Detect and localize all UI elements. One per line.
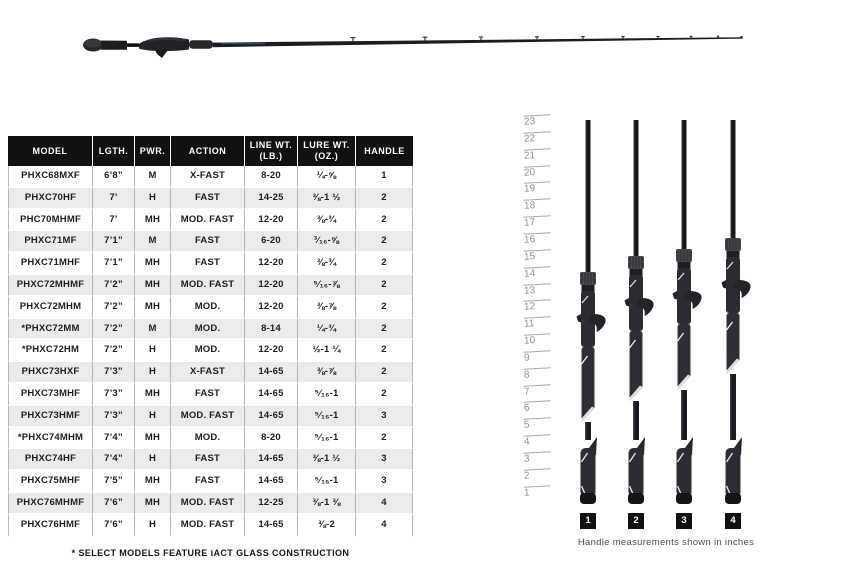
- table-cell: PHXC74HF: [8, 449, 93, 471]
- ruler-number: 12: [523, 301, 536, 314]
- table-cell: ¼-⅝: [298, 166, 356, 188]
- table-row: [8, 319, 413, 341]
- table-cell: MH: [135, 493, 171, 515]
- ruler-number: 6: [523, 402, 530, 415]
- table-cell: ⅜-1 ½: [298, 449, 356, 471]
- table-cell: 6’8”: [93, 166, 135, 188]
- table-cell: 7’4”: [93, 449, 135, 471]
- table-cell: FAST: [171, 471, 245, 493]
- rod-handle-icon: [563, 120, 613, 508]
- ruler-mark: [524, 350, 552, 363]
- ruler-mark: [524, 451, 552, 464]
- table-cell: 4: [356, 515, 413, 537]
- column-header: LURE WT. (OZ.): [298, 136, 356, 166]
- table-cell: PHXC73HMF: [8, 406, 93, 428]
- table-cell: 14-65: [245, 515, 298, 537]
- table-cell: *PHXC74MHM: [8, 428, 93, 450]
- table-cell: X-FAST: [171, 362, 245, 384]
- table-cell: PHXC72MHMF: [8, 275, 93, 297]
- table-cell: 7’2”: [93, 319, 135, 341]
- ruler-number: 14: [523, 267, 536, 280]
- table-cell: MOD. FAST: [171, 493, 245, 515]
- table-cell: 7’: [93, 210, 135, 232]
- table-cell: 7’5”: [93, 471, 135, 493]
- table-cell: ¼-¾: [298, 319, 356, 341]
- table-cell: 3: [356, 406, 413, 428]
- ruler-mark: [524, 249, 552, 262]
- table-cell: 7’3”: [93, 384, 135, 406]
- ruler-mark: [524, 434, 552, 447]
- table-row: [8, 406, 413, 428]
- ruler-mark: [524, 316, 552, 329]
- table-cell: PHXC76MHMF: [8, 493, 93, 515]
- ruler-mark: [524, 215, 552, 228]
- ruler-mark: [524, 199, 552, 212]
- table-row: [8, 515, 413, 537]
- table-row: [8, 362, 413, 384]
- ruler-number: 15: [523, 250, 536, 263]
- table-cell: FAST: [171, 384, 245, 406]
- ruler-number: 23: [523, 116, 536, 128]
- ruler-mark: [524, 367, 552, 380]
- table-cell: H: [135, 406, 171, 428]
- ruler-mark: [524, 283, 552, 296]
- table-cell: PHXC68MXF: [8, 166, 93, 188]
- table-cell: H: [135, 449, 171, 471]
- ruler-number: 20: [523, 166, 536, 179]
- table-cell: H: [135, 340, 171, 362]
- table-cell: 8-20: [245, 166, 298, 188]
- table-cell: 12-20: [245, 297, 298, 319]
- table-cell: ⁵⁄₁₆-1: [298, 384, 356, 406]
- table-cell: ⅜-1 ⅜: [298, 493, 356, 515]
- table-cell: ³⁄₁₆-⅝: [298, 231, 356, 253]
- table-cell: H: [135, 515, 171, 537]
- table-cell: 14-65: [245, 384, 298, 406]
- table-cell: MOD.: [171, 297, 245, 319]
- table-cell: MH: [135, 384, 171, 406]
- table-cell: 2: [356, 428, 413, 450]
- table-cell: FAST: [171, 449, 245, 471]
- table-cell: ⅜-¾: [298, 210, 356, 232]
- table-cell: MH: [135, 471, 171, 493]
- handle-number-badge: 3: [676, 513, 692, 529]
- table-cell: 7’1”: [93, 231, 135, 253]
- ruler-number: 5: [523, 419, 530, 431]
- table-cell: 3: [356, 449, 413, 471]
- table-cell: MH: [135, 297, 171, 319]
- table-cell: ⁵⁄₁₆-⅞: [298, 275, 356, 297]
- spec-table-container: [8, 136, 414, 537]
- ruler-number: 2: [523, 470, 530, 482]
- table-cell: 12-20: [245, 253, 298, 275]
- column-header: ACTION: [171, 136, 245, 166]
- table-row: [8, 384, 413, 406]
- table-cell: 8-14: [245, 319, 298, 341]
- rod-handle-icon: [708, 120, 758, 508]
- table-cell: 14-25: [245, 188, 298, 210]
- table-row: [8, 471, 413, 493]
- table-cell: 2: [356, 275, 413, 297]
- table-cell: MOD. FAST: [171, 210, 245, 232]
- ruler-number: 9: [523, 352, 530, 364]
- table-cell: 7’3”: [93, 362, 135, 384]
- table-cell: M: [135, 231, 171, 253]
- table-cell: MOD.: [171, 319, 245, 341]
- table-cell: 4: [356, 493, 413, 515]
- table-cell: 7’4”: [93, 428, 135, 450]
- ruler-number: 8: [523, 369, 530, 381]
- table-cell: 12-20: [245, 275, 298, 297]
- ruler-mark: [524, 300, 552, 313]
- table-cell: 2: [356, 188, 413, 210]
- table-cell: MOD. FAST: [171, 515, 245, 537]
- table-cell: PHXC76HMF: [8, 515, 93, 537]
- table-cell: MH: [135, 253, 171, 275]
- handle-number-badge: 4: [725, 513, 741, 529]
- handle-number-badge: 1: [580, 513, 596, 529]
- table-cell: MH: [135, 275, 171, 297]
- table-cell: 6-20: [245, 231, 298, 253]
- table-row: [8, 166, 413, 188]
- table-cell: M: [135, 319, 171, 341]
- table-cell: PHXC72MHM: [8, 297, 93, 319]
- table-cell: MOD.: [171, 340, 245, 362]
- ruler-number: 17: [523, 217, 536, 229]
- column-header: MODEL: [8, 136, 93, 166]
- ruler-number: 16: [523, 234, 536, 246]
- table-cell: H: [135, 188, 171, 210]
- table-cell: 8-20: [245, 428, 298, 450]
- table-cell: FAST: [171, 188, 245, 210]
- table-cell: 2: [356, 253, 413, 275]
- table-cell: 2: [356, 297, 413, 319]
- table-row: [8, 449, 413, 471]
- table-cell: 3: [356, 471, 413, 493]
- table-cell: 7’2”: [93, 297, 135, 319]
- table-cell: PHC70MHMF: [8, 210, 93, 232]
- table-cell: PHXC71MHF: [8, 253, 93, 275]
- table-cell: 7’2”: [93, 340, 135, 362]
- table-cell: 7’: [93, 188, 135, 210]
- table-cell: PHXC73HXF: [8, 362, 93, 384]
- table-cell: 7’6”: [93, 493, 135, 515]
- table-cell: *PHXC72HM: [8, 340, 93, 362]
- ruler-mark: [524, 418, 552, 431]
- table-row: [8, 210, 413, 232]
- table-cell: 2: [356, 384, 413, 406]
- rod-handle-icon: [659, 120, 709, 508]
- rod-image: [75, 24, 755, 72]
- table-cell: 7’6”: [93, 515, 135, 537]
- table-cell: 2: [356, 319, 413, 341]
- table-cell: PHXC73MHF: [8, 384, 93, 406]
- ruler-number: 22: [523, 132, 536, 145]
- table-cell: MOD.: [171, 428, 245, 450]
- ruler-mark: [524, 384, 552, 397]
- table-row: [8, 231, 413, 253]
- table-cell: ⅜-⅞: [298, 362, 356, 384]
- table-cell: PHXC75MHF: [8, 471, 93, 493]
- table-cell: FAST: [171, 253, 245, 275]
- table-row: [8, 297, 413, 319]
- spec-table: [8, 136, 413, 537]
- ruler-mark: [524, 468, 552, 481]
- table-cell: 2: [356, 340, 413, 362]
- casting-rod-icon: [75, 24, 755, 72]
- ruler-number: 13: [523, 284, 536, 297]
- table-row: [8, 253, 413, 275]
- table-cell: ⅜-¾: [298, 253, 356, 275]
- table-cell: ⁵⁄₁₆-1: [298, 428, 356, 450]
- table-cell: MOD. FAST: [171, 275, 245, 297]
- footnote: * SELECT MODELS FEATURE iACT GLASS CONSTRUCTION: [71, 548, 350, 558]
- ruler-number: 21: [523, 149, 536, 162]
- table-cell: H: [135, 362, 171, 384]
- table-row: [8, 340, 413, 362]
- ruler-number: 1: [523, 487, 530, 499]
- ruler-mark: [524, 232, 552, 245]
- column-header: PWR.: [135, 136, 171, 166]
- table-cell: MH: [135, 210, 171, 232]
- handle-number-badge: 2: [628, 513, 644, 529]
- ruler-number: 7: [523, 386, 530, 398]
- table-cell: 1: [356, 166, 413, 188]
- table-cell: 14-65: [245, 471, 298, 493]
- table-cell: 14-65: [245, 406, 298, 428]
- table-cell: ⁵⁄₁₆-1: [298, 406, 356, 428]
- rod-handle-icon: [611, 120, 661, 508]
- table-row: [8, 188, 413, 210]
- ruler-number: 3: [523, 453, 530, 465]
- column-header: HANDLE: [356, 136, 413, 166]
- table-cell: 2: [356, 231, 413, 253]
- column-header: LGTH.: [93, 136, 135, 166]
- ruler-number: 10: [523, 335, 536, 347]
- table-cell: X-FAST: [171, 166, 245, 188]
- table-cell: MOD. FAST: [171, 406, 245, 428]
- ruler-mark: [524, 148, 552, 161]
- table-row: [8, 493, 413, 515]
- table-cell: ⁵⁄₁₆-1: [298, 471, 356, 493]
- table-cell: 7’2”: [93, 275, 135, 297]
- ruler-mark: [524, 333, 552, 346]
- table-cell: 12-20: [245, 340, 298, 362]
- ruler-number: 4: [523, 436, 530, 448]
- table-cell: MH: [135, 428, 171, 450]
- table-cell: PHXC71MF: [8, 231, 93, 253]
- table-cell: FAST: [171, 231, 245, 253]
- table-cell: 7’1”: [93, 253, 135, 275]
- ruler-mark: [524, 182, 552, 195]
- table-cell: 2: [356, 362, 413, 384]
- table-cell: PHXC70HF: [8, 188, 93, 210]
- table-cell: 2: [356, 210, 413, 232]
- table-cell: ⅜-1 ½: [298, 188, 356, 210]
- table-cell: 14-65: [245, 449, 298, 471]
- table-cell: 12-20: [245, 210, 298, 232]
- ruler-mark: [524, 485, 552, 498]
- ruler-mark: [524, 114, 552, 127]
- table-cell: *PHXC72MM: [8, 319, 93, 341]
- column-header: LINE WT. (LB.): [245, 136, 298, 166]
- ruler-number: 19: [523, 183, 536, 196]
- table-cell: ⅜-2: [298, 515, 356, 537]
- table-row: [8, 428, 413, 450]
- table-cell: ½-1 ¼: [298, 340, 356, 362]
- table-row: [8, 275, 413, 297]
- table-cell: M: [135, 166, 171, 188]
- table-cell: 12-25: [245, 493, 298, 515]
- table-cell: 14-65: [245, 362, 298, 384]
- handle-caption: Handle measurements shown in inches: [577, 537, 755, 548]
- table-cell: ⅜-⅞: [298, 297, 356, 319]
- ruler-number: 11: [523, 318, 535, 330]
- ruler-mark: [524, 131, 552, 144]
- ruler-mark: [524, 165, 552, 178]
- ruler-mark: [524, 401, 552, 414]
- ruler-mark: [524, 266, 552, 279]
- inch-ruler: [520, 116, 562, 500]
- table-cell: 7’3”: [93, 406, 135, 428]
- ruler-number: 18: [523, 200, 536, 212]
